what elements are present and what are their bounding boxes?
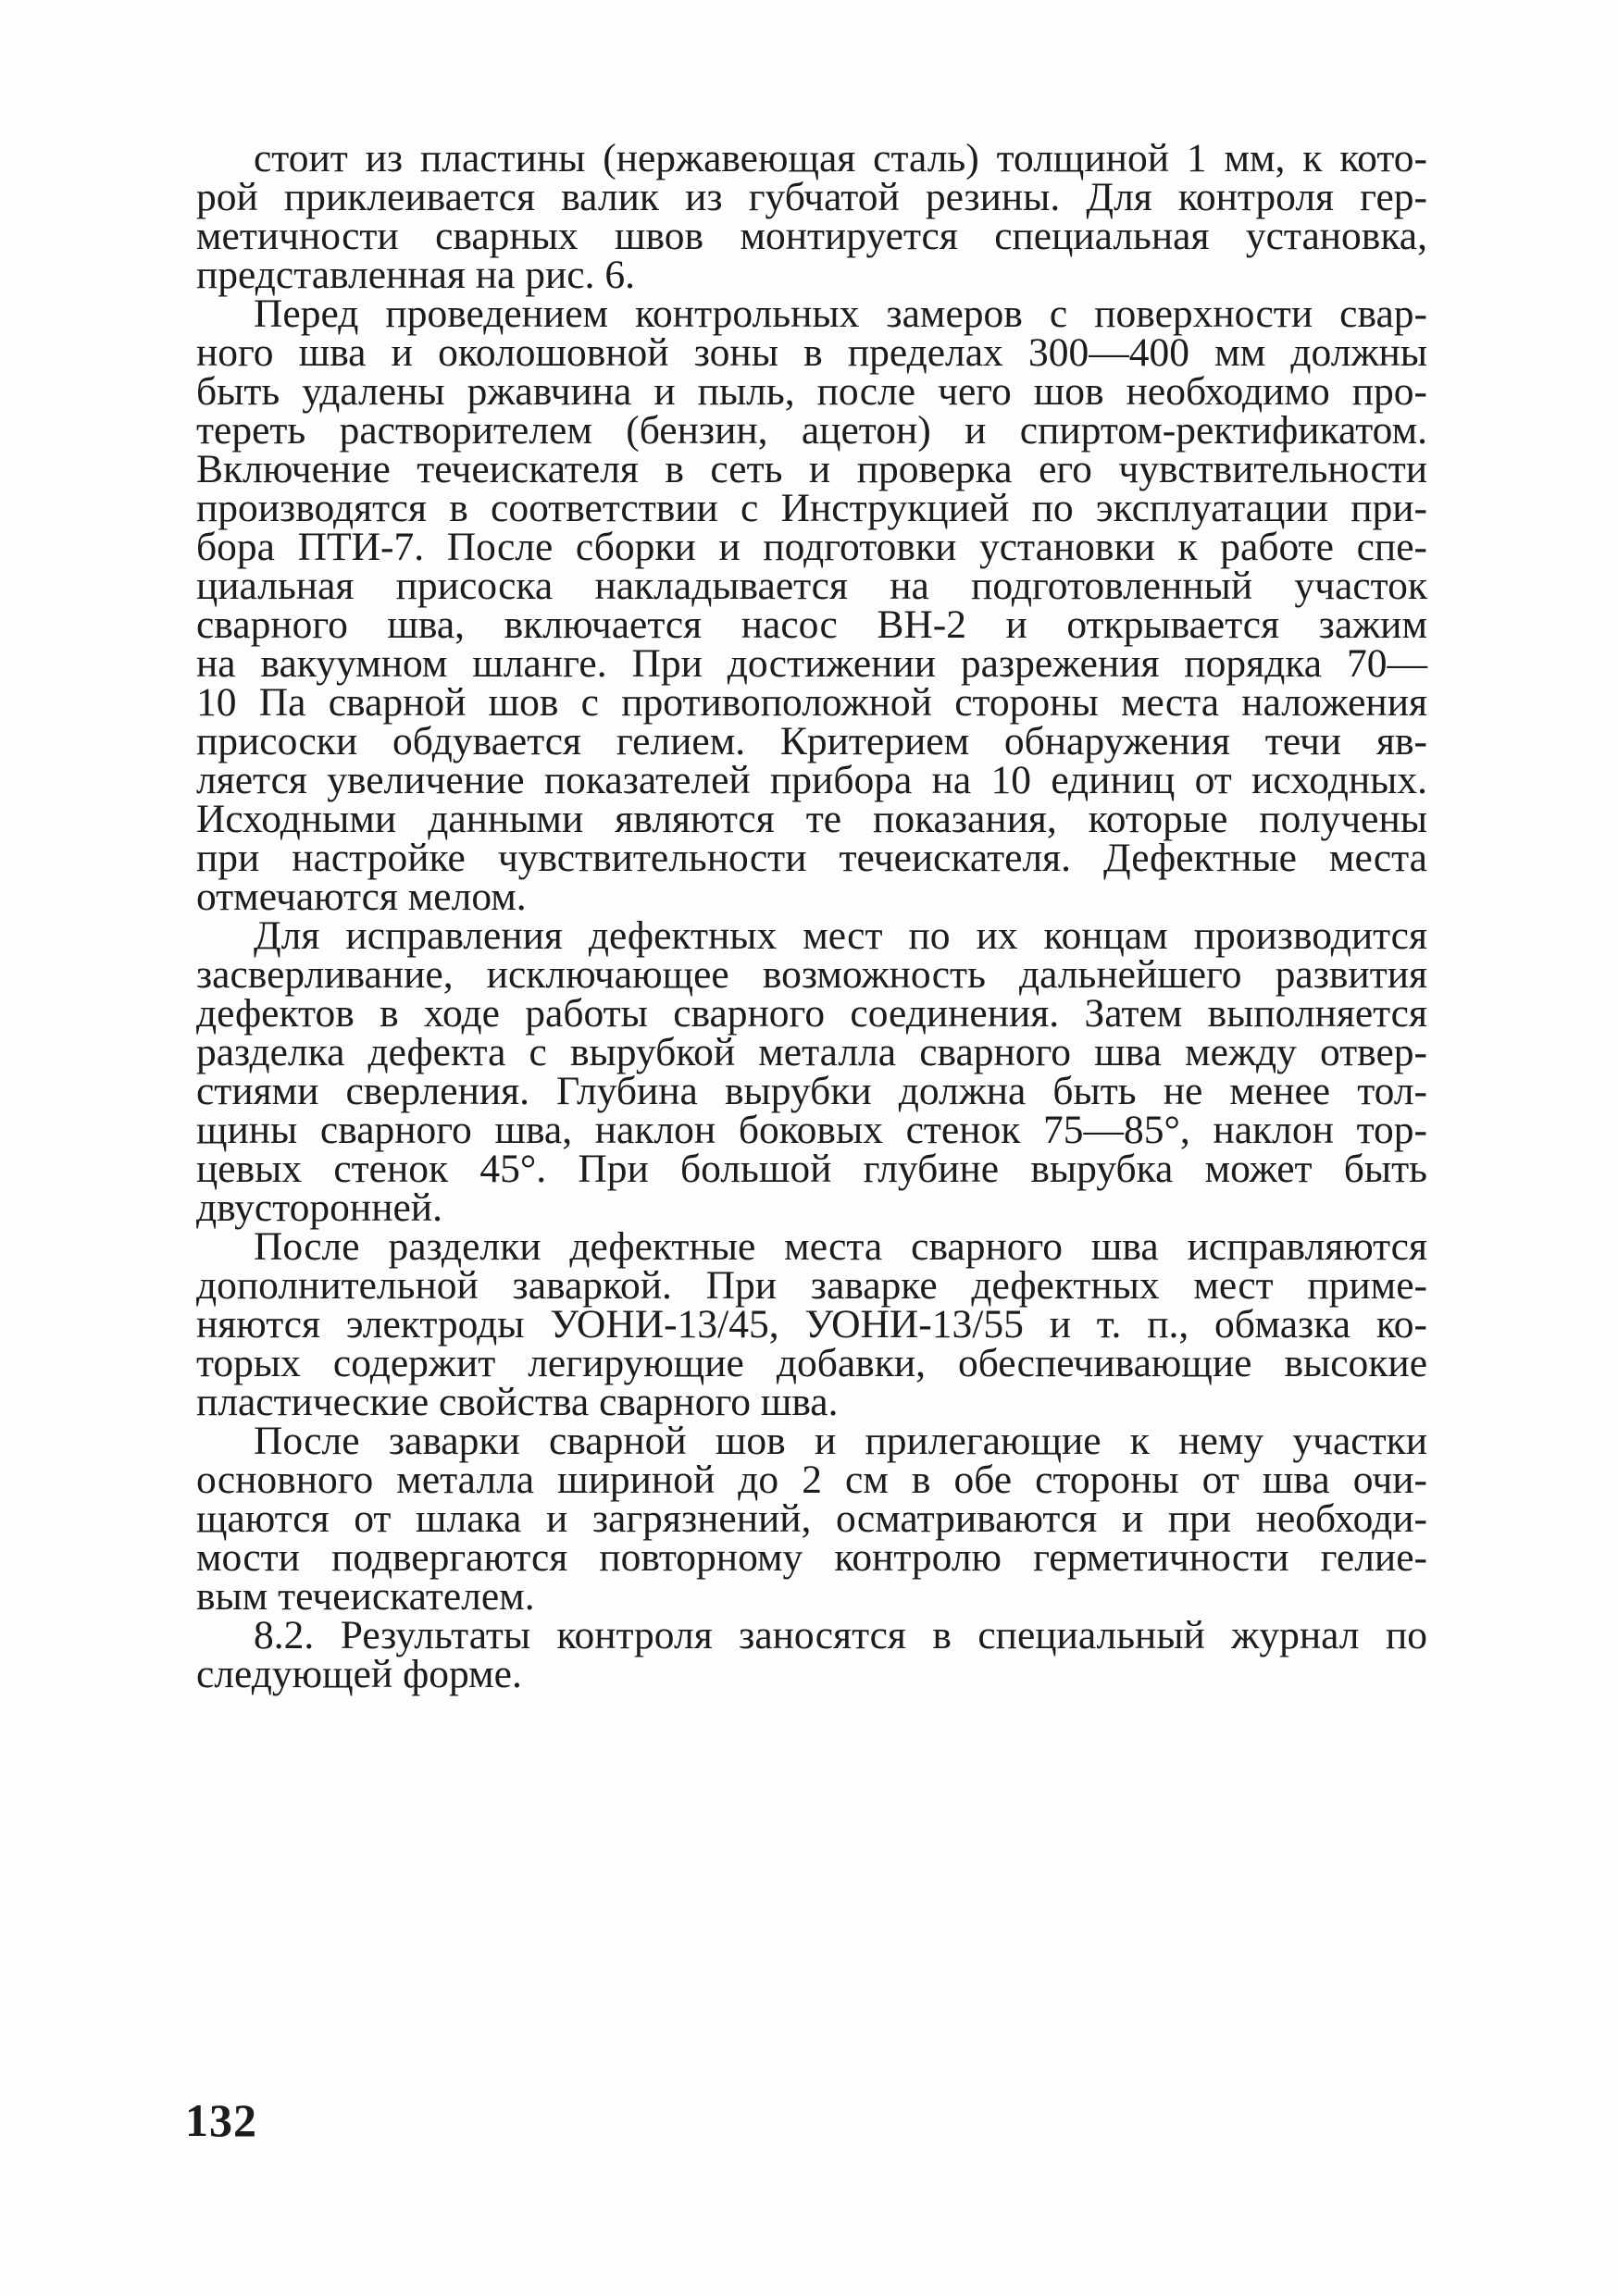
text-line: отмечаются мелом.	[196, 875, 527, 919]
text-line: вым течеискателем.	[196, 1574, 535, 1619]
text-line: сварного шва, включается насос ВН-2 и открывается зажим	[196, 602, 1427, 647]
text-line: Для исправления дефектных мест по их концам производится	[254, 913, 1427, 958]
text-line: После заварки сварной шов и прилегающие к нему участки	[254, 1419, 1427, 1463]
text-line: ного шва и околошовной зоны в пределах 300—400 мм должны	[196, 330, 1427, 375]
text-line: Включение течеискателя в сеть и проверка его чувствительности	[196, 447, 1427, 491]
text-line: основного металла шириной до 2 см в обе стороны от шва очи-	[196, 1458, 1427, 1502]
body-text	[196, 136, 1427, 1696]
text-line: щины сварного шва, наклон боковых стенок 75—85°, наклон тор-	[196, 1108, 1427, 1152]
text-line: следующей форме.	[196, 1652, 522, 1696]
text-line: щаются от шлака и загрязнений, осматриваются и при необходи-	[196, 1496, 1427, 1541]
text-line: засверливание, исключающее возможность дальнейшего развития	[196, 952, 1427, 997]
text-line: цевых стенок 45°. При большой глубине вырубка может быть	[196, 1147, 1427, 1191]
text-line: тереть растворителем (бензин, ацетон) и спиртом-ректификатом.	[196, 408, 1427, 453]
text-line: разделка дефекта с вырубкой металла сварного шва между отвер-	[196, 1030, 1427, 1074]
text-line: циальная присоска накладывается на подготовленный участок	[196, 564, 1427, 608]
text-line: при настройке чувствительности течеискателя. Дефектные места	[196, 836, 1427, 880]
text-line: производятся в соответствии с Инструкцией по эксплуатации при-	[196, 486, 1427, 530]
text-line: 10 Па сварной шов с противоположной стороны места наложения	[196, 680, 1427, 725]
text-line: стиями сверления. Глубина вырубки должна быть не менее тол-	[196, 1069, 1427, 1113]
text-line: торых содержит легирующие добавки, обеспечивающие высокие	[196, 1341, 1427, 1385]
text-line: быть удалены ржавчина и пыль, после чего шов необходимо про-	[196, 369, 1427, 414]
text-line: на вакуумном шланге. При достижении разрежения порядка 70—	[196, 641, 1427, 686]
text-line: двусторонней.	[196, 1185, 442, 1230]
text-line: ляется увеличение показателей прибора на 10 единиц от исходных.	[196, 758, 1427, 802]
text-line: няются электроды УОНИ-13/45, УОНИ-13/55 и т. п., обмазка ко-	[196, 1302, 1427, 1347]
text-line: дополнительной заваркой. При заварке дефектных мест приме-	[196, 1263, 1427, 1308]
text-line: 8.2. Результаты контроля заносятся в специальный журнал по	[254, 1613, 1427, 1657]
text-line: рой приклеивается валик из губчатой резины. Для контроля гер-	[196, 175, 1427, 219]
text-line: метичности сварных швов монтируется специальная установка,	[196, 214, 1427, 258]
text-line: пластические свойства сварного шва.	[196, 1380, 839, 1424]
text-line: После разделки дефектные места сварного шва исправляются	[254, 1224, 1427, 1269]
text-line: Исходными данными являются те показания, которые получены	[196, 797, 1427, 841]
text-line: бора ПТИ-7. После сборки и подготовки установки к работе спе-	[196, 525, 1427, 569]
page-number: 132	[185, 2094, 257, 2146]
text-line: дефектов в ходе работы сварного соединения. Затем выполняется	[196, 991, 1427, 1036]
text-line: Перед проведением контрольных замеров с поверхности свар-	[254, 292, 1427, 336]
text-line: присоски обдувается гелием. Критерием обнаружения течи яв-	[196, 719, 1427, 763]
text-line: представленная на рис. 6.	[196, 253, 635, 297]
text-line: стоит из пластины (нержавеющая сталь) толщиной 1 мм, к кото-	[254, 136, 1427, 180]
text-line: мости подвергаются повторному контролю герметичности гелие-	[196, 1535, 1427, 1580]
